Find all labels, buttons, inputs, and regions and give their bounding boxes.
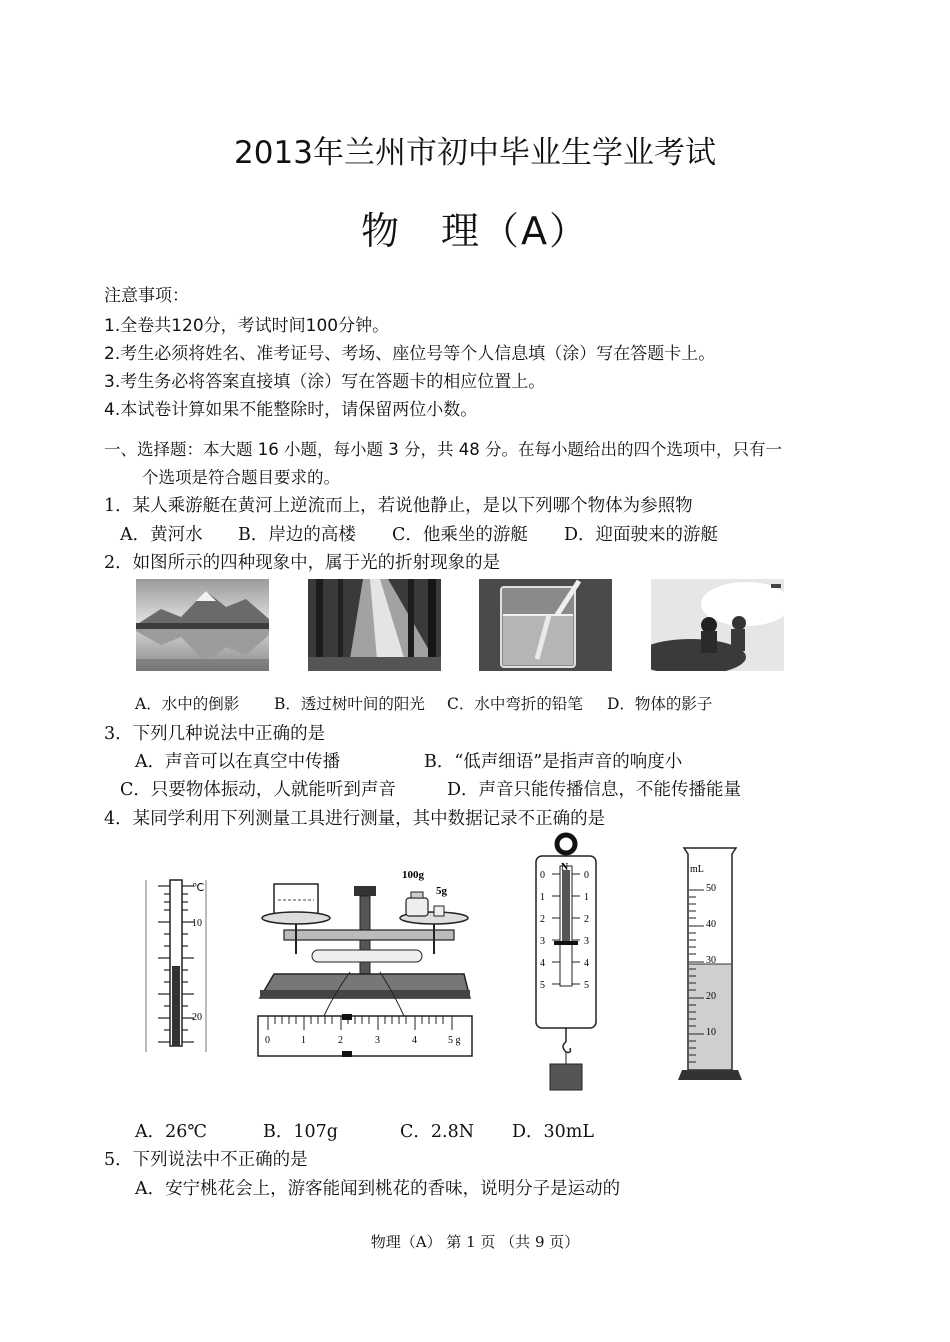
spring-right-3: 3 xyxy=(584,936,589,947)
q4-option-a: A．26℃ xyxy=(135,1122,207,1142)
spring-scale-figure xyxy=(532,830,602,1095)
q1-option-a: A．黄河水 xyxy=(120,525,203,545)
q2-stem: 2．如图所示的四种现象中，属于光的折射现象的是 xyxy=(104,553,501,573)
q3-option-c: C．只要物体振动，人就能听到声音 xyxy=(120,780,396,800)
balance-scale-0: 0 xyxy=(265,1035,270,1046)
q1-stem: 1．某人乘游艇在黄河上逆流而上，若说他静止，是以下列哪个物体为参照物 xyxy=(104,496,693,516)
q1-option-c: C．他乘坐的游艇 xyxy=(392,525,528,545)
notice-item-1: 1.全卷共120分，考试时间100分钟。 xyxy=(104,316,390,336)
spring-unit: N xyxy=(561,862,569,873)
thermometer-label-20: 20 xyxy=(192,1012,202,1023)
q3-stem: 3．下列几种说法中正确的是 xyxy=(104,724,326,744)
cylinder-mark-40: 40 xyxy=(706,919,716,930)
cylinder-unit: mL xyxy=(690,864,704,875)
cylinder-mark-50: 50 xyxy=(706,883,716,894)
photo-shadows xyxy=(651,579,784,671)
q1-option-b: B．岸边的高楼 xyxy=(238,525,356,545)
spring-right-2: 2 xyxy=(584,914,589,925)
q4-stem: 4．某同学利用下列测量工具进行测量，其中数据记录不正确的是 xyxy=(104,809,606,829)
thermometer-figure xyxy=(142,876,212,1056)
cylinder-mark-20: 20 xyxy=(706,991,716,1002)
q2-option-d: D．物体的影子 xyxy=(607,695,713,713)
cylinder-mark-10: 10 xyxy=(706,1027,716,1038)
spring-left-1: 1 xyxy=(540,892,545,903)
thermometer-unit: ℃ xyxy=(192,882,205,894)
balance-scale-5: 5 g xyxy=(448,1035,461,1046)
balance-weight-100g: 100g xyxy=(402,869,424,881)
spring-left-3: 3 xyxy=(540,936,545,947)
spring-left-4: 4 xyxy=(540,958,545,969)
notice-item-4: 4.本试卷计算如果不能整除时，请保留两位小数。 xyxy=(104,400,478,420)
q3-option-a: A．声音可以在真空中传播 xyxy=(135,752,341,772)
notice-heading: 注意事项： xyxy=(104,286,189,306)
q1-option-d: D．迎面驶来的游艇 xyxy=(564,525,719,545)
photo-reflection xyxy=(136,579,269,671)
photo-sunlight xyxy=(308,579,441,671)
q5-option-a: A．安宁桃花会上，游客能闻到桃花的香味，说明分子是运动的 xyxy=(135,1179,621,1199)
thermometer-label-10: 10 xyxy=(192,918,202,929)
balance-weight-5g: 5g xyxy=(436,885,447,897)
page-footer: 物理（A） 第 1 页 （共 9 页） xyxy=(370,1233,580,1251)
notice-item-3: 3.考生务必将答案直接填（涂）写在答题卡的相应位置上。 xyxy=(104,372,546,392)
exam-title: 2013年兰州市初中毕业生学业考试 xyxy=(234,135,716,171)
q3-option-d: D．声音只能传播信息，不能传播能量 xyxy=(447,780,742,800)
balance-scale-2: 2 xyxy=(338,1035,343,1046)
q4-option-c: C．2.8N xyxy=(400,1122,475,1142)
spring-right-4: 4 xyxy=(584,958,589,969)
q5-stem: 5．下列说法中不正确的是 xyxy=(104,1150,308,1170)
balance-scale-4: 4 xyxy=(412,1035,417,1046)
q2-option-b: B．透过树叶间的阳光 xyxy=(274,695,425,713)
balance-scale-3: 3 xyxy=(375,1035,380,1046)
q4-option-b: B．107g xyxy=(263,1122,338,1142)
notice-item-2: 2.考生必须将姓名、准考证号、考场、座位号等个人信息填（涂）写在答题卡上。 xyxy=(104,344,716,364)
q3-option-b: B．“低声细语”是指声音的响度小 xyxy=(424,752,683,772)
spring-right-0: 0 xyxy=(584,870,589,881)
cylinder-mark-30: 30 xyxy=(706,955,716,966)
balance-figure xyxy=(254,864,484,1060)
spring-left-5: 5 xyxy=(540,980,545,991)
spring-left-0: 0 xyxy=(540,870,545,881)
spring-right-5: 5 xyxy=(584,980,589,991)
photo-bent-pencil xyxy=(479,579,612,671)
cylinder-figure xyxy=(676,846,746,1084)
balance-scale-1: 1 xyxy=(301,1035,306,1046)
subject-title: 物 理（A） xyxy=(361,209,589,253)
q2-option-a: A．水中的倒影 xyxy=(135,695,240,713)
spring-left-2: 2 xyxy=(540,914,545,925)
section-heading-cont: 个选项是符合题目要求的。 xyxy=(142,468,340,487)
spring-right-1: 1 xyxy=(584,892,589,903)
q4-option-d: D．30mL xyxy=(512,1122,595,1142)
q2-option-c: C．水中弯折的铅笔 xyxy=(447,695,583,713)
section-heading: 一、选择题：本大题 16 小题，每小题 3 分，共 48 分。在每小题给出的四个选项中，只有一 xyxy=(104,440,782,459)
